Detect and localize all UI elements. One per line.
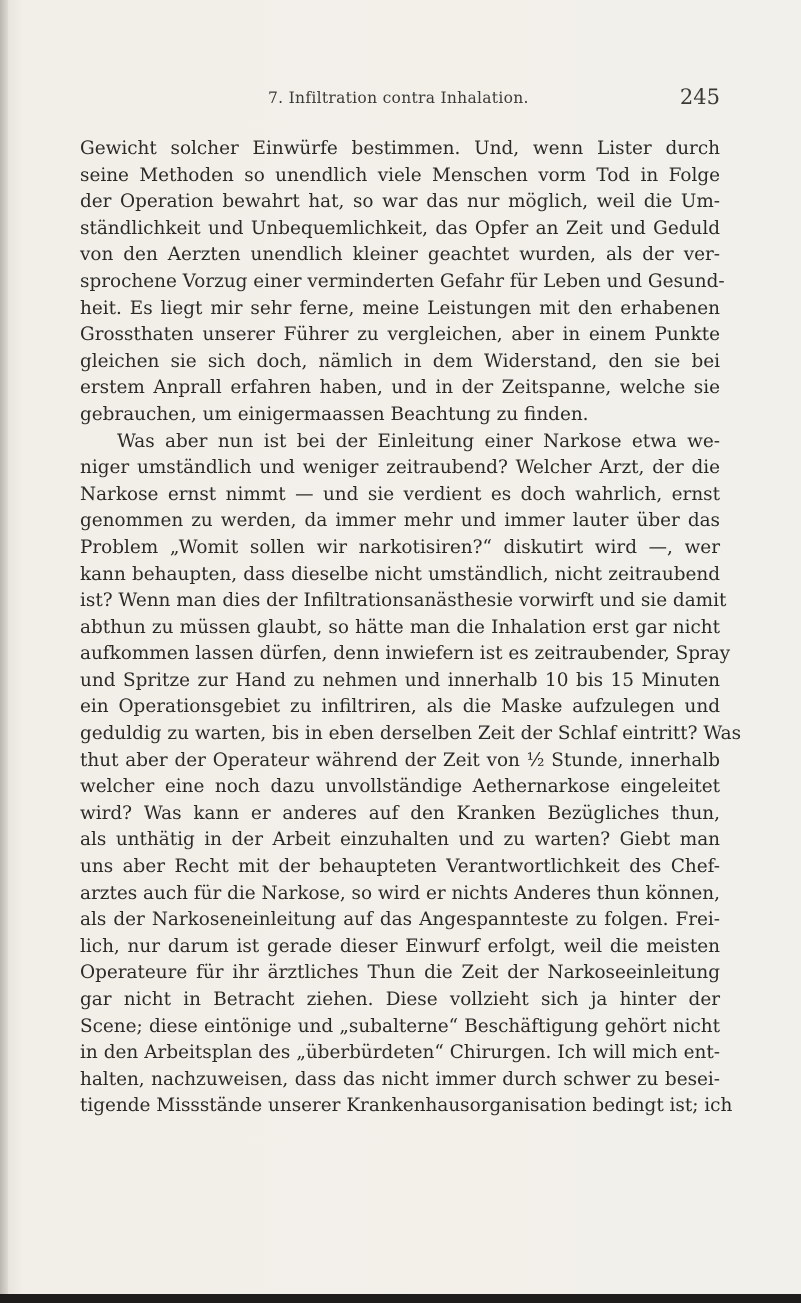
text-line: aufkommen lassen dürfen, denn inwiefern ist es zeitraubender, Spray [80, 643, 731, 665]
text-line: arztes auch für die Narkose, so wird er nichts Anderes thun können, [80, 882, 720, 904]
text-line: sprochene Vorzug einer verminderten Gefahr für Leben und Gesund- [80, 270, 725, 292]
paragraph-end-line: gebrauchen, um einigermaassen Beachtung zu finden. [80, 403, 589, 425]
text-line: in den Arbeitsplan des „überbürdeten“ Chirurgen. Ich will mich ent- [80, 1042, 720, 1064]
text-line: wird? Was kann er anderes auf den Kranken Bezügliches thun, [80, 802, 720, 824]
text-line: Grossthaten unserer Führer zu vergleichen, aber in einem Punkte [80, 324, 720, 346]
page-header [260, 85, 720, 115]
text-line: als unthätig in der Arbeit einzuhalten und zu warten? Giebt man [80, 829, 720, 851]
text-line: Gewicht solcher Einwürfe bestimmen. Und, wenn Lister durch [80, 138, 720, 159]
text-line: ständlichkeit und Unbequemlichkeit, das Opfer an Zeit und Geduld [80, 217, 720, 239]
text-line: Narkose ernst nimmt — und sie verdient es doch wahrlich, ernst [80, 483, 720, 505]
text-line: niger umständlich und weniger zeitraubend? Welcher Arzt, der die [80, 457, 720, 479]
text-line: gar nicht in Betracht ziehen. Diese vollzieht sich ja hinter der [80, 989, 720, 1010]
text-line: Operateure für ihr ärztliches Thun die Zeit der Narkoseeinleitung [80, 962, 720, 984]
text-line: Problem „Womit sollen wir narkotisiren?“ diskutirt wird —, wer [80, 536, 720, 558]
text-line: genommen zu werden, da immer mehr und immer lauter über das [80, 510, 720, 532]
text-line: halten, nachzuweisen, dass das nicht immer durch schwer zu besei- [80, 1068, 720, 1090]
text-line: von den Aerzten unendlich kleiner geachtet wurden, als der ver- [80, 244, 720, 266]
text-line: und Spritze zur Hand zu nehmen und innerhalb 10 bis 15 Minuten [80, 669, 720, 691]
text-line: gleichen sie sich doch, nämlich in dem Widerstand, den sie bei [80, 350, 720, 372]
text-line: seine Methoden so unendlich viele Menschen vorm Tod in Folge [80, 164, 720, 186]
text-line: welcher eine noch dazu unvollständige Aethernarkose eingeleitet [80, 776, 720, 798]
paragraph-start-line: Was aber nun ist bei der Einleitung einer Narkose etwa we- [117, 430, 720, 452]
text-line: ist? Wenn man dies der Infiltrationsanästhesie vorwirft und sie damit [80, 590, 727, 612]
page-number: 245 [679, 85, 720, 109]
text-line: der Operation bewahrt hat, so war das nur möglich, weil die Um- [80, 191, 720, 213]
text-line: abthun zu müssen glaubt, so hätte man die Inhalation erst gar nicht [80, 616, 720, 638]
text-line: erstem Anprall erfahren haben, und in der Zeitspanne, welche sie [80, 377, 720, 399]
text-line: kann behaupten, dass dieselbe nicht umständlich, nicht zeitraubend [80, 563, 720, 585]
text-line: Scene; diese eintönige und „subalterne“ Beschäftigung gehört nicht [80, 1015, 720, 1037]
body-text [80, 136, 742, 1120]
text-line: lich, nur darum ist gerade dieser Einwurf erfolgt, weil die meisten [80, 935, 720, 957]
page-bottom-edge [0, 1294, 801, 1303]
text-line: als der Narkoseneinleitung auf das Angespannteste zu folgen. Frei- [80, 909, 720, 931]
text-line: geduldig zu warten, bis in eben derselben Zeit der Schlaf eintritt? Was [80, 723, 742, 745]
text-line: ein Operationsgebiet zu infiltriren, als die Maske aufzulegen und [80, 696, 720, 718]
text-line: heit. Es liegt mir sehr ferne, meine Leistungen mit den erhabenen [80, 297, 720, 319]
text-line: tigende Missstände unserer Krankenhausorganisation bedingt ist; ich [80, 1095, 733, 1117]
book-spine-shadow [0, 0, 8, 1303]
running-head: 7. Infiltration contra Inhalation. [268, 89, 529, 107]
text-line: thut aber der Operateur während der Zeit von ½ Stunde, innerhalb [80, 749, 720, 771]
text-line: uns aber Recht mit der behaupteten Verantwortlichkeit des Chef- [80, 856, 720, 878]
